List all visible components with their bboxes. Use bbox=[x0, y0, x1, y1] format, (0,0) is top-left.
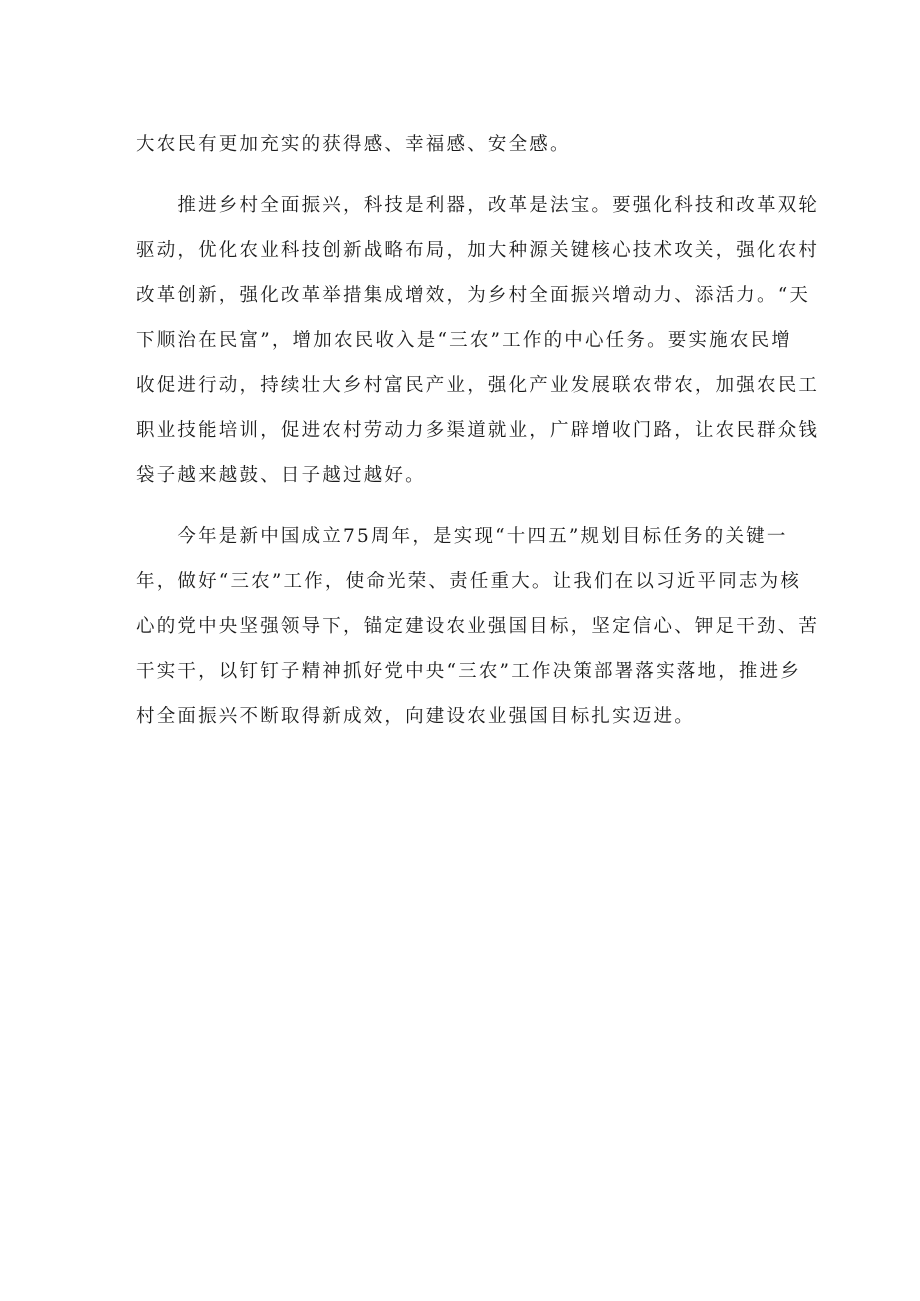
paragraph-line: 改革创新，强化改革举措集成增效，为乡村全面振兴增动力、添活力。“天 bbox=[136, 285, 811, 306]
paragraph-line: 村全面振兴不断取得新成效，向建设农业强国目标扎实迈进。 bbox=[136, 706, 695, 727]
paragraph-line: 今年是新中国成立75周年，是实现“十四五”规划目标任务的关键一 bbox=[136, 526, 788, 547]
paragraph-line: 驱动，优化农业科技创新战略布局，加大种源关键核心技术攻关，强化农村 bbox=[136, 240, 820, 261]
paragraph-2 bbox=[136, 183, 820, 498]
paragraph-line: 干实干，以钉钉子精神抓好党中央“三农”工作决策部署落实落地，推进乡 bbox=[136, 661, 802, 682]
paragraph-line: 年，做好“三农”工作，使命光荣、责任重大。让我们在以习近平同志为核 bbox=[136, 571, 802, 592]
paragraph-line: 下顺治在民富”，增加农民收入是“三农”工作的中心任务。要实施农民增 bbox=[136, 330, 792, 351]
paragraph-line: 推进乡村全面振兴，科技是利器，改革是法宝。要强化科技和改革双轮 bbox=[136, 195, 820, 216]
paragraph-1 bbox=[136, 122, 790, 167]
document-body bbox=[136, 122, 820, 739]
paragraph-line: 心的党中央坚强领导下，锚定建设农业强国目标，坚定信心、钾足干劲、苦 bbox=[136, 616, 820, 637]
paragraph-line: 大农民有更加充实的获得感、幸福感、安全感。 bbox=[136, 134, 571, 155]
paragraph-3 bbox=[136, 514, 820, 739]
paragraph-line: 袋子越来越鼓、日子越过越好。 bbox=[136, 465, 426, 486]
paragraph-line: 收促进行动，持续壮大乡村富民产业，强化产业发展联农带农，加强农民工 bbox=[136, 375, 820, 396]
paragraph-line: 职业技能培训，促进农村劳动力多渠道就业，广辟增收门路，让农民群众钱 bbox=[136, 420, 820, 441]
